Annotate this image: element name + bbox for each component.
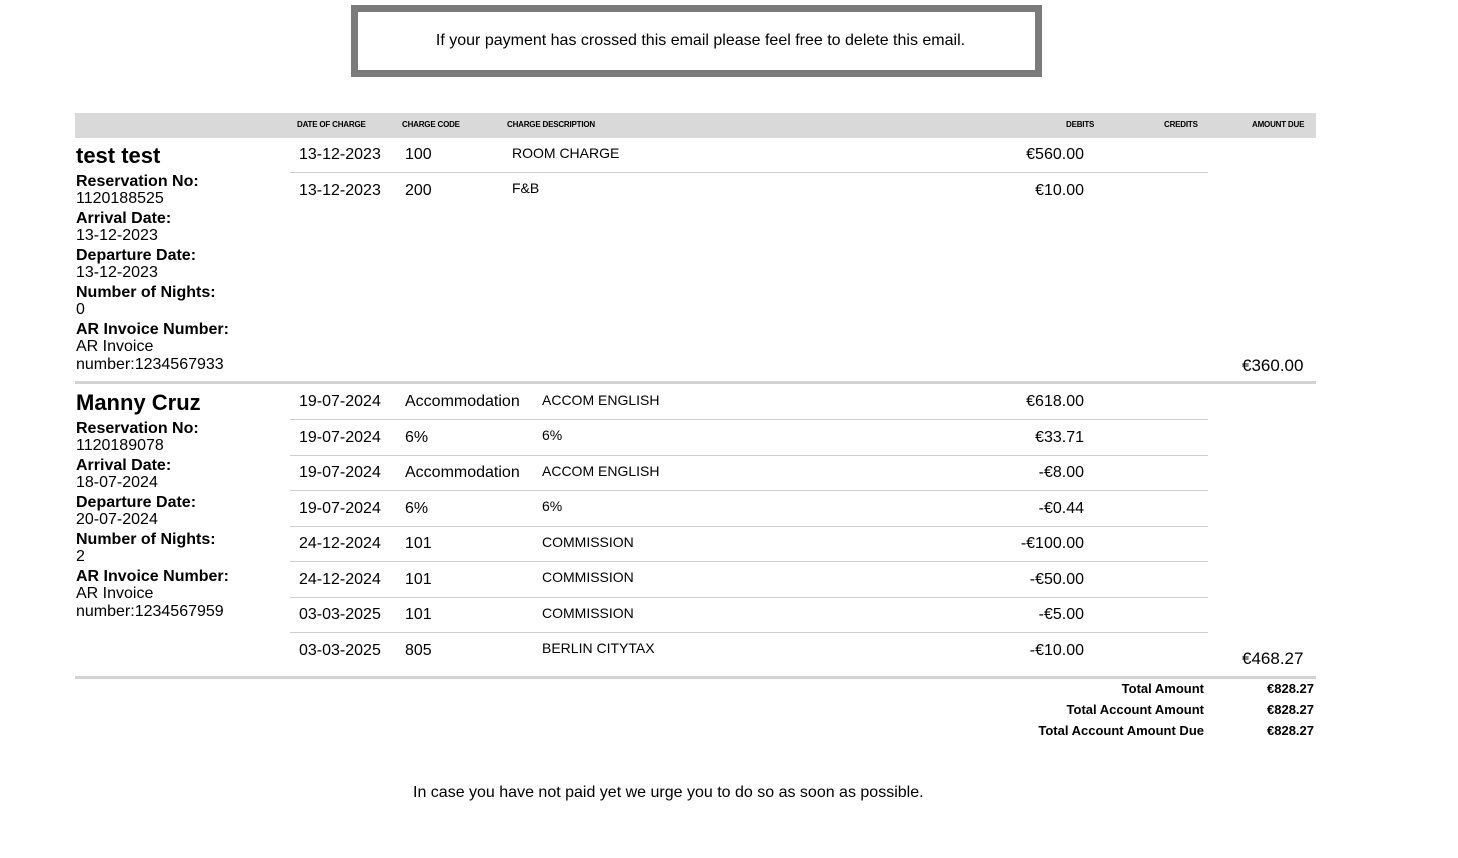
charge-debit: €33.71: [1035, 429, 1084, 446]
charge-date: 13-12-2023: [299, 182, 381, 199]
header-charge-description: CHARGE DESCRIPTION: [507, 120, 595, 129]
charge-code: Accommodation: [405, 393, 520, 410]
row-divider: [290, 419, 1208, 420]
total-account-amount-value: €828.27: [1267, 702, 1314, 717]
arrival-date-value: 13-12-2023: [76, 227, 158, 244]
charge-debit: -€5.00: [1038, 606, 1084, 623]
amount-due-value: €360.00: [1242, 356, 1304, 375]
nights-value: 0: [76, 301, 85, 318]
amount-due-value: €468.27: [1242, 649, 1304, 668]
row-divider: [290, 561, 1208, 562]
ar-invoice-label: AR Invoice Number:: [76, 568, 229, 585]
charge-description: ROOM CHARGE: [512, 145, 620, 161]
charge-date: 24-12-2024: [299, 535, 381, 552]
total-account-amount-label: Total Account Amount: [1066, 702, 1204, 717]
ar-invoice-value-line1: AR Invoice: [76, 338, 154, 355]
row-divider: [290, 526, 1208, 527]
charge-date: 19-07-2024: [299, 429, 381, 446]
charge-code: 6%: [405, 429, 429, 446]
ar-invoice-value-line1: AR Invoice: [76, 585, 154, 602]
charge-debit: -€10.00: [1029, 642, 1084, 659]
charge-code: 805: [405, 642, 432, 659]
charge-description: F&B: [512, 180, 540, 196]
departure-date-value: 20-07-2024: [76, 511, 158, 528]
charge-debit: €10.00: [1035, 182, 1084, 199]
payment-reminder-text: In case you have not paid yet we urge you to do so as soon as possible.: [413, 784, 924, 801]
total-account-amount-due-label: Total Account Amount Due: [1038, 723, 1204, 738]
departure-date-label: Departure Date:: [76, 494, 197, 511]
reservation-no-label: Reservation No:: [76, 420, 199, 437]
row-divider: [290, 172, 1208, 173]
arrival-date-label: Arrival Date:: [76, 210, 172, 227]
guest-separator: [75, 381, 1316, 384]
charge-debit: €618.00: [1026, 393, 1084, 410]
charge-debit: -€50.00: [1029, 571, 1084, 588]
header-debits: DEBITS: [1066, 120, 1095, 129]
total-amount-label: Total Amount: [1121, 681, 1204, 696]
arrival-date-value: 18-07-2024: [76, 474, 158, 491]
guest-name: Manny Cruz: [76, 390, 201, 415]
table-header-bar: [75, 113, 1316, 138]
charge-date: 19-07-2024: [299, 464, 381, 481]
charge-date: 13-12-2023: [299, 146, 381, 163]
guest-separator: [75, 676, 1316, 679]
charge-description: 6%: [542, 498, 563, 514]
reservation-no-value: 1120188525: [76, 190, 164, 207]
header-credits: CREDITS: [1164, 120, 1198, 129]
charge-code: 101: [405, 571, 432, 588]
arrival-date-label: Arrival Date:: [76, 457, 172, 474]
charge-description: 6%: [542, 427, 563, 443]
charge-date: 03-03-2025: [299, 606, 381, 623]
charge-code: 100: [405, 146, 432, 163]
charge-debit: -€8.00: [1038, 464, 1084, 481]
charge-description: ACCOM ENGLISH: [542, 463, 660, 479]
charge-code: 101: [405, 535, 432, 552]
ar-invoice-value-line2: number:1234567959: [76, 603, 224, 620]
charge-debit: -€0.44: [1038, 500, 1084, 517]
charge-code: 200: [405, 182, 432, 199]
charge-description: COMMISSION: [542, 569, 634, 585]
nights-value: 2: [76, 548, 85, 565]
charge-debit: -€100.00: [1020, 535, 1084, 552]
charge-code: 101: [405, 606, 432, 623]
nights-label: Number of Nights:: [76, 284, 216, 301]
row-divider: [290, 597, 1208, 598]
charge-date: 24-12-2024: [299, 571, 381, 588]
charge-description: BERLIN CITYTAX: [542, 640, 655, 656]
charge-code: Accommodation: [405, 464, 520, 481]
row-divider: [290, 632, 1208, 633]
charge-date: 19-07-2024: [299, 393, 381, 410]
total-amount-value: €828.27: [1267, 681, 1314, 696]
payment-notice-text: If your payment has crossed this email please feel free to delete this email.: [435, 32, 966, 49]
charge-code: 6%: [405, 500, 429, 517]
charge-debit: €560.00: [1026, 146, 1084, 163]
charge-description: COMMISSION: [542, 605, 634, 621]
payment-notice-box: [351, 5, 1042, 77]
reservation-no-label: Reservation No:: [76, 173, 199, 190]
departure-date-label: Departure Date:: [76, 247, 197, 264]
header-charge-code: CHARGE CODE: [402, 120, 460, 129]
charge-date: 03-03-2025: [299, 642, 381, 659]
charge-date: 19-07-2024: [299, 500, 381, 517]
departure-date-value: 13-12-2023: [76, 264, 158, 281]
guest-name: test test: [76, 143, 161, 168]
ar-invoice-label: AR Invoice Number:: [76, 321, 229, 338]
nights-label: Number of Nights:: [76, 531, 216, 548]
row-divider: [290, 490, 1208, 491]
header-date-of-charge: DATE OF CHARGE: [297, 120, 366, 129]
charge-description: ACCOM ENGLISH: [542, 392, 660, 408]
charge-description: COMMISSION: [542, 534, 634, 550]
total-account-amount-due-value: €828.27: [1267, 723, 1314, 738]
row-divider: [290, 455, 1208, 456]
ar-invoice-value-line2: number:1234567933: [76, 356, 224, 373]
reservation-no-value: 1120189078: [76, 437, 164, 454]
header-amount-due: AMOUNT DUE: [1252, 120, 1305, 129]
